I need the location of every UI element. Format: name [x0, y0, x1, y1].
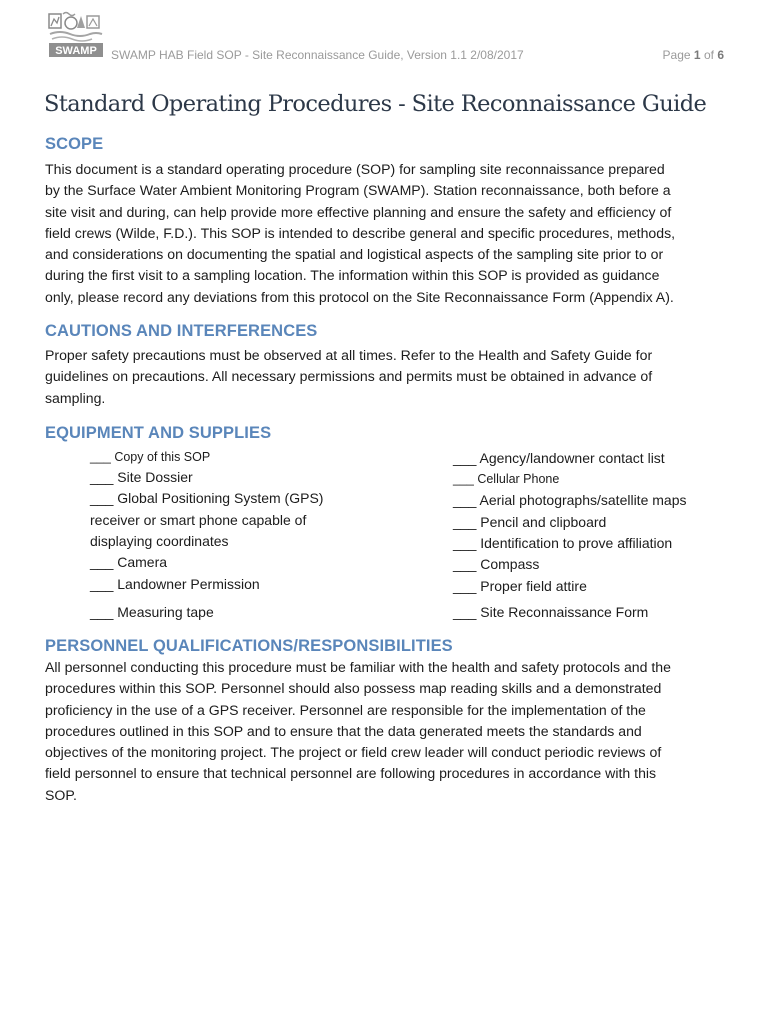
page-of: of — [703, 48, 714, 62]
equipment-right-item: ___ Aerial photographs/satellite maps — [453, 492, 687, 508]
equipment-right-item: ___ Identification to prove affiliation — [453, 535, 673, 551]
equipment-right-item: ___ Proper field attire — [453, 578, 587, 594]
personnel-line: proficiency in the use of a GPS receiver. Personnel are responsible for the implementation of the — [45, 701, 646, 718]
personnel-paragraph — [45, 657, 735, 806]
personnel-line: objectives of the monitoring project. The project or field crew leader will conduct periodic reviews of — [45, 744, 662, 761]
equipment-heading: EQUIPMENT AND SUPPLIES — [45, 424, 272, 442]
personnel-line: All personnel conducting this procedure must be familiar with the health and safety protocols and the — [45, 659, 671, 675]
cautions-line: guidelines on precautions. All necessary permissions and permits must be obtained in advance of — [45, 368, 653, 385]
equipment-right-item: ___ Compass — [453, 556, 540, 572]
scope-line: field crews (Wilde, F.D.). This SOP is intended to describe general and specific procedures, methods, — [45, 224, 676, 241]
equipment-left-item: ___ Measuring tape — [90, 604, 214, 620]
equipment-left-item: ___ Global Positioning System (GPS) — [90, 490, 324, 506]
equipment-left-item: receiver or smart phone capable of — [90, 512, 307, 528]
cautions-line: sampling. — [45, 389, 106, 406]
personnel-line: field personnel to ensure that technical personnel are following procedures in accordance with this — [45, 765, 657, 782]
scope-heading: SCOPE — [45, 135, 104, 153]
scope-line: and considerations on documenting the spatial and logistical aspects of the sampling site prior to or — [45, 246, 664, 263]
equipment-right-item: ___ Pencil and clipboard — [453, 514, 607, 530]
scope-line: only, please record any deviations from this protocol on the Site Reconnaissance Form (Appendix A). — [45, 288, 674, 305]
page-title: Standard Operating Procedures - Site Reconnaissance Guide — [44, 91, 707, 117]
header-document-line: SWAMP HAB Field SOP - Site Reconnaissance Guide, Version 1.1 2/08/2017 — [111, 48, 524, 62]
scope-line: This document is a standard operating procedure (SOP) for sampling site reconnaissance prepared — [45, 161, 665, 177]
personnel-line: procedures within this SOP. Personnel should also possess map reading skills and a demonstrated — [45, 680, 662, 697]
scope-paragraph — [45, 159, 735, 308]
equipment-left-item: ___ Landowner Permission — [90, 576, 260, 592]
scope-line: during the first visit to a sampling location. The information within this SOP is provided as guidance — [45, 267, 660, 284]
scope-line: site visit and during, can help provide more effective planning and ensure the safety and efficiency of — [45, 203, 672, 220]
page-current: 1 — [693, 48, 701, 62]
header-page-number — [663, 48, 724, 62]
cautions-line: Proper safety precautions must be observed at all times. Refer to the Health and Safety Guide for — [45, 347, 653, 363]
cautions-paragraph — [45, 345, 735, 409]
equipment-left-item: ___ Camera — [90, 554, 168, 570]
swamp-logo — [47, 10, 105, 62]
equipment-right-item: ___ Site Reconnaissance Form — [453, 604, 649, 620]
equipment-right-item: ___ Agency/landowner contact list — [453, 450, 665, 466]
logo-text: SWAMP — [55, 45, 97, 57]
personnel-heading: PERSONNEL QUALIFICATIONS/RESPONSIBILITIES — [45, 637, 453, 655]
scope-line: by the Surface Water Ambient Monitoring Program (SWAMP). Station reconnaissance, both before a — [45, 182, 671, 199]
equipment-left-item: ___ Site Dossier — [90, 469, 193, 485]
page-label: Page — [662, 48, 691, 62]
equipment-right-item: ___ Cellular Phone — [453, 472, 560, 486]
equipment-left-item: displaying coordinates — [90, 533, 229, 549]
personnel-line: SOP. — [45, 786, 77, 803]
page-total: 6 — [717, 48, 724, 62]
cautions-heading: CAUTIONS AND INTERFERENCES — [45, 322, 318, 340]
equipment-left-item: ___ Copy of this SOP — [90, 450, 211, 464]
personnel-line: procedures outlined in this SOP and to ensure that the data generated meets the standards and — [45, 722, 642, 739]
